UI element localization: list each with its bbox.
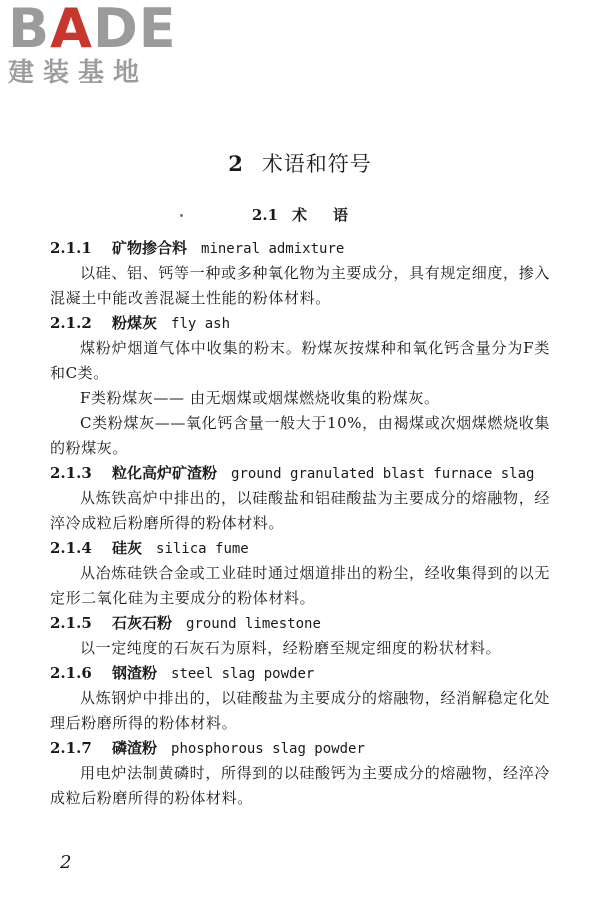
term-chinese: 钢渣粉 xyxy=(112,664,158,682)
term-chinese: 粒化高炉矿渣粉 xyxy=(112,464,218,482)
term-definition: 煤粉炉烟道气体中收集的粉末。粉煤灰按煤种和氧化钙含量分为F类和C类。 xyxy=(50,339,550,382)
term-english: silica fume xyxy=(156,541,249,557)
term-english: steel slag powder xyxy=(171,666,315,682)
logo-wordmark: BADE xyxy=(8,2,188,56)
term-heading xyxy=(50,536,550,561)
term-definition: 从炼钢炉中排出的，以硅酸盐为主要成分的熔融物，经消解稳定化处理后粉磨所得的粉体材料。 xyxy=(50,689,550,732)
term-number: 2.1.5 xyxy=(50,614,92,632)
chapter-title-text: 术语和符号 xyxy=(261,152,372,176)
term-number: 2.1.1 xyxy=(50,239,92,257)
term-number: 2.1.7 xyxy=(50,739,92,757)
term-number: 2.1.2 xyxy=(50,314,92,332)
term-english: ground granulated blast furnace slag xyxy=(231,466,535,482)
section-title xyxy=(0,204,600,225)
term-entry xyxy=(50,236,550,311)
term-english: ground limestone xyxy=(186,616,321,632)
term-heading xyxy=(50,661,550,686)
term-heading xyxy=(50,236,550,261)
term-entry xyxy=(50,661,550,736)
term-definition: C类粉煤灰——氧化钙含量一般大于10%，由褐煤或次烟煤燃烧收集的粉煤灰。 xyxy=(50,414,550,457)
term-definition: 用电炉法制黄磷时，所得到的以硅酸钙为主要成分的熔融物，经淬冷成粒后粉磨所得的粉体材料。 xyxy=(50,764,550,807)
term-chinese: 硅灰 xyxy=(112,539,143,557)
term-heading xyxy=(50,461,550,486)
section-number: 2.1 xyxy=(251,206,279,224)
term-entry xyxy=(50,311,550,461)
term-definition: 以一定纯度的石灰石为原料，经粉磨至规定细度的粉状材料。 xyxy=(80,639,502,657)
term-number: 2.1.3 xyxy=(50,464,92,482)
term-chinese: 矿物掺合料 xyxy=(112,239,188,257)
term-heading xyxy=(50,736,550,761)
term-number: 2.1.4 xyxy=(50,539,92,557)
term-entry xyxy=(50,461,550,536)
term-english: fly ash xyxy=(171,316,231,332)
term-number: 2.1.6 xyxy=(50,664,92,682)
term-chinese: 石灰石粉 xyxy=(112,614,173,632)
brand-logo xyxy=(8,2,188,92)
section-title-part1: 术 xyxy=(292,206,308,224)
term-chinese: 磷渣粉 xyxy=(112,739,158,757)
logo-subtitle: 建装基地 xyxy=(8,58,149,88)
term-list xyxy=(50,236,550,811)
term-heading xyxy=(50,611,550,636)
term-english: mineral admixture xyxy=(201,241,345,257)
term-definition: 从炼铁高炉中排出的，以硅酸盐和铝硅酸盐为主要成分的熔融物，经淬冷成粒后粉磨所得的粉体材料。 xyxy=(50,489,550,532)
term-chinese: 粉煤灰 xyxy=(112,314,158,332)
term-definition: 以硅、铝、钙等一种或多种氧化物为主要成分，具有规定细度，掺入混凝土中能改善混凝土性能的粉体材料。 xyxy=(50,264,550,307)
term-definition: F类粉煤灰—— 由无烟煤或烟煤燃烧收集的粉煤灰。 xyxy=(80,389,440,407)
page-number: 2 xyxy=(60,852,72,873)
section-title-part2: 语 xyxy=(333,206,349,224)
term-entry xyxy=(50,536,550,611)
term-definition: 从冶炼硅铁合金或工业硅时通过烟道排出的粉尘，经收集得到的以无定形二氧化硅为主要成分的粉体材料。 xyxy=(50,564,550,607)
chapter-title xyxy=(0,148,600,178)
chapter-number: 2 xyxy=(228,151,244,176)
term-heading xyxy=(50,311,550,336)
term-english: phosphorous slag powder xyxy=(171,741,365,757)
logo-accent-letter: A xyxy=(50,0,93,60)
term-entry xyxy=(50,611,550,661)
term-entry xyxy=(50,736,550,811)
